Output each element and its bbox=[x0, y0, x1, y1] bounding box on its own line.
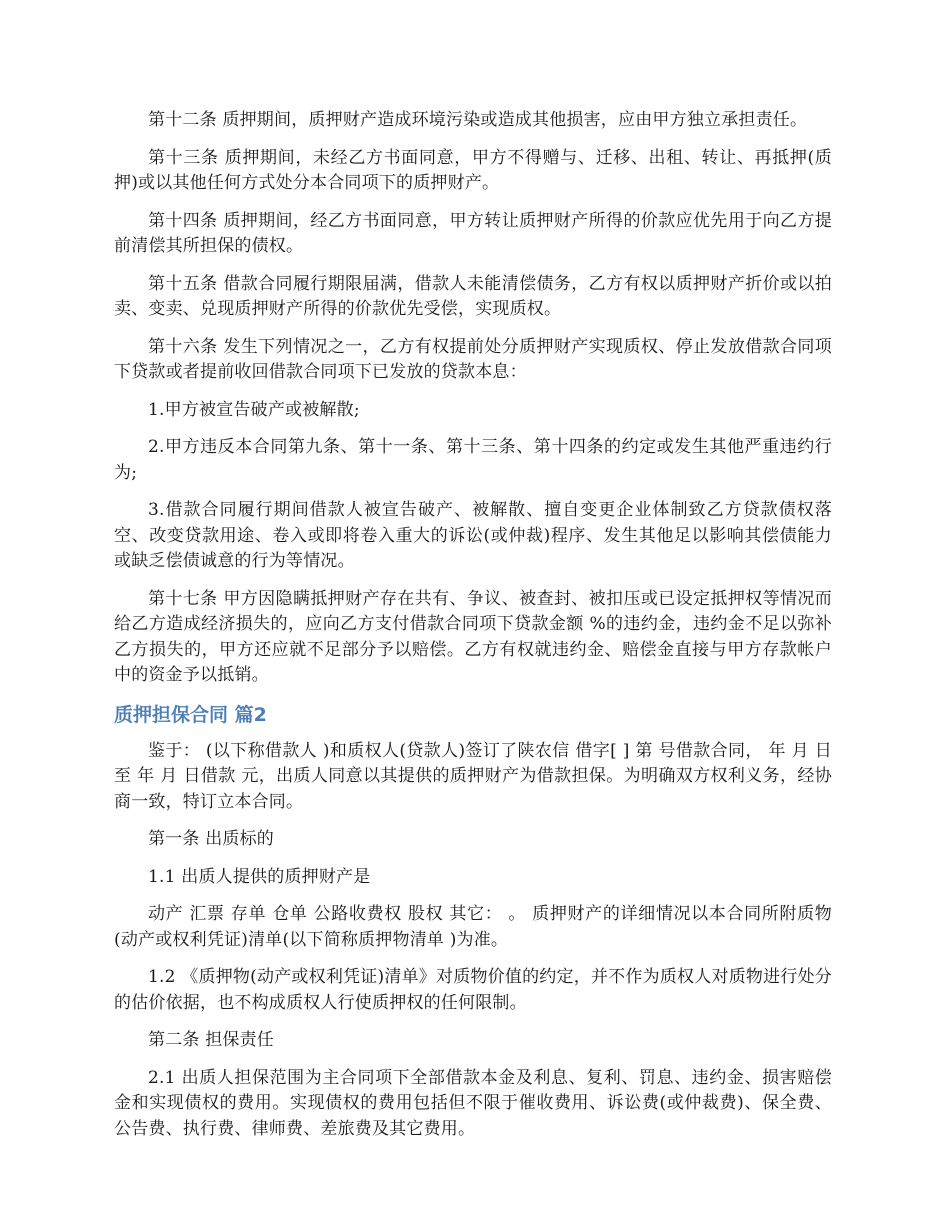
article-17: 第十七条 甲方因隐瞒抵押财产存在共有、争议、被查封、被扣压或已设定抵押权等情况而给乙方造成经济损失的，应向乙方支付借款合同项下贷款金额 %的违约金，违约金不足以弥补乙方损失的，甲方还应就不足部分予以赔偿。乙方有权就违约金、赔偿金直接与甲方存款帐户中的资金予以抵销。 bbox=[114, 588, 832, 685]
section-heading: 质押担保合同 篇2 bbox=[114, 703, 267, 726]
clause-1-2: 1.2 《质押物(动产或权利凭证)清单》对质物价值的约定，并不作为质权人对质物进行处分的估价依据，也不构成质权人行使质押权的任何限制。 bbox=[114, 967, 832, 1013]
article-16-item-2: 2.甲方违反本合同第九条、第十一条、第十三条、第十四条的约定或发生其他严重违约行为; bbox=[114, 437, 832, 483]
article-16-item-3: 3.借款合同履行期间借款人被宣告破产、被解散、擅自变更企业体制致乙方贷款债权落空、改变贷款用途、卷入或即将卷入重大的诉讼(或仲裁)程序、发生其他足以影响其偿债能力或缺乏偿债诚意的行为等情况。 bbox=[114, 500, 832, 571]
article-13: 第十三条 质押期间，未经乙方书面同意，甲方不得赠与、迁移、出租、转让、再抵押(质押)或以其他任何方式处分本合同项下的质押财产。 bbox=[114, 147, 832, 193]
article-14: 第十四条 质押期间，经乙方书面同意，甲方转让质押财产所得的价款应优先用于向乙方提前清偿其所担保的债权。 bbox=[114, 210, 832, 256]
clause-1-1: 1.1 出质人提供的质押财产是 bbox=[148, 866, 371, 887]
preamble: 鉴于： (以下称借款人 )和质权人(贷款人)签订了陕农信 借字[ ] 第 号借款合同， 年 月 日至 年 月 日借款 元，出质人同意以其提供的质押财产为借款担保。为明确双方权利义务，经协商一致，特订立本合同。 bbox=[114, 740, 832, 812]
article-12: 第十二条 质押期间，质押财产造成环境污染或造成其他损害，应由甲方独立承担责任。 bbox=[148, 110, 808, 130]
clause-1-1-detail: 动产 汇票 存单 仓单 公路收费权 股权 其它： 。 质押财产的详细情况以本合同所附质物(动产或权利凭证)清单(以下简称质押物清单 )为准。 bbox=[114, 904, 832, 950]
article-15: 第十五条 借款合同履行期限届满，借款人未能清偿债务，乙方有权以质押财产折价或以拍卖、变卖、兑现质押财产所得的价款优先受偿，实现质权。 bbox=[114, 273, 832, 319]
article-16-item-1: 1.甲方被宣告破产或被解散; bbox=[148, 399, 360, 420]
article-16: 第十六条 发生下列情况之一，乙方有权提前处分质押财产实现质权、停止发放借款合同项下贷款或者提前收回借款合同项下已发放的贷款本息： bbox=[114, 336, 832, 382]
article-2-title: 第二条 担保责任 bbox=[148, 1030, 275, 1050]
article-1-title: 第一条 出质标的 bbox=[148, 829, 275, 849]
clause-2-1: 2.1 出质人担保范围为主合同项下全部借款本金及利息、复利、罚息、违约金、损害赔偿金和实现债权的费用。实现债权的费用包括但不限于催收费用、诉讼费(或仲裁费)、保全费、公告费、执行费、律师费、差旅费及其它费用。 bbox=[114, 1067, 832, 1139]
